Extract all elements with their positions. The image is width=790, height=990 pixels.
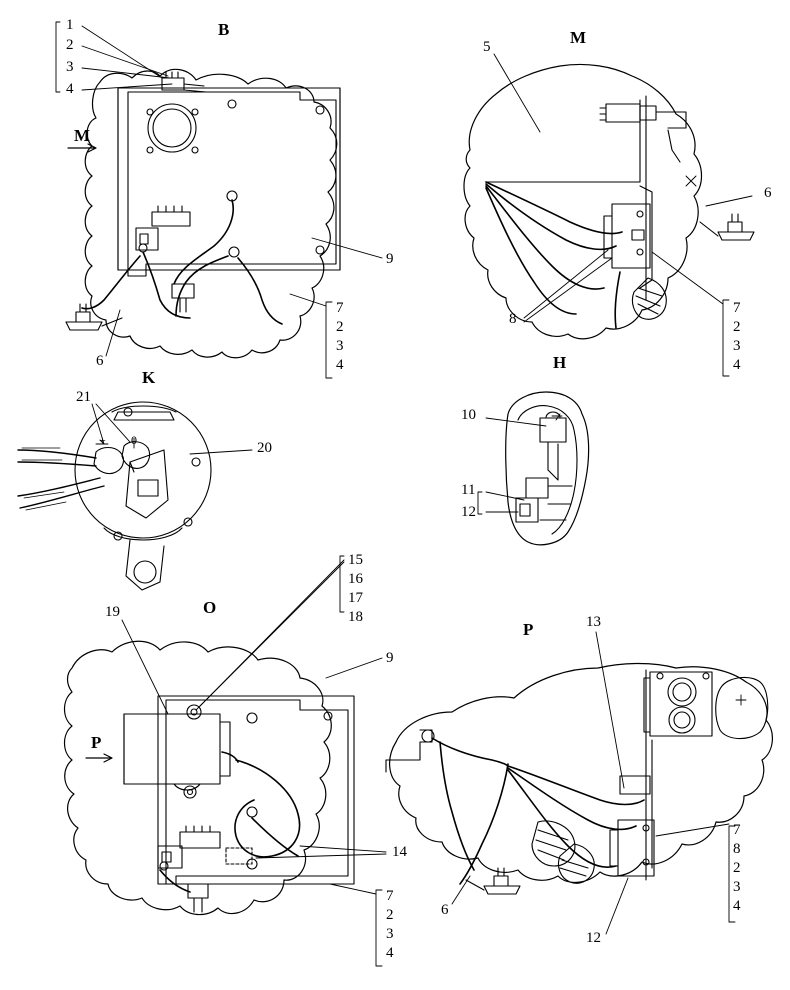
stack-item: 7 [336,300,344,316]
stack-item: 4 [733,357,741,373]
callout-11-view-h: 11 [461,482,476,498]
view-label-o: O [203,598,217,617]
callout-6-view-p: 6 [441,902,449,918]
stack-item: 3 [733,879,741,895]
stack-item: 2 [386,907,394,923]
callout-6-view-b: 6 [96,353,104,369]
callout-stack-view-p [733,821,741,916]
stack-item: 4 [336,357,344,373]
callout-13-view-p: 13 [586,614,601,630]
stack-item: 2 [733,319,741,335]
stack-item: 2 [336,319,344,335]
stack-item: 16 [348,571,363,587]
stack-item: 18 [348,609,363,625]
callout-4: 4 [66,81,74,97]
stack-item: 3 [733,338,741,354]
stack-item: 2 [733,860,741,876]
callout-12-view-p: 12 [586,930,601,946]
stack-item: 17 [348,590,363,606]
stack-item: 7 [733,300,741,316]
stack-item: 3 [386,926,394,942]
callout-10-view-h: 10 [461,407,476,423]
callout-14-view-o: 14 [392,844,407,860]
callout-20-view-k: 20 [257,440,272,456]
callout-5-view-m: 5 [483,39,491,55]
callout-8-view-m: 8 [509,311,517,327]
view-label-p: P [523,620,534,639]
callout-21-view-k: 21 [76,389,91,405]
callout-19-view-o: 19 [105,604,120,620]
stack-item: 4 [733,898,741,914]
view-arrow-label-p: P [91,733,102,752]
callout-6-view-m: 6 [764,185,772,201]
stack-item: 8 [733,841,741,857]
view-label-h: H [553,353,567,372]
callout-2: 2 [66,37,74,53]
view-label-k: K [142,368,156,387]
svg-text:+: + [99,433,106,447]
callout-1: 1 [66,17,74,33]
stack-item: 7 [386,888,394,904]
svg-text:0: 0 [131,433,137,447]
callout-12-view-h: 12 [461,504,476,520]
callout-9-view-o: 9 [386,650,394,666]
callout-stack-view-o-top [348,551,363,627]
view-label-b: B [218,20,230,39]
stack-item: 15 [348,552,363,568]
stack-item: 4 [386,945,394,961]
callout-stack-view-o-bottom [386,887,394,963]
callout-stack-view-m [733,299,741,375]
callout-stack-view-b [336,299,344,375]
callout-9-view-b: 9 [386,251,394,267]
stack-item: 7 [733,822,741,838]
view-label-m: M [570,28,587,47]
stack-item: 3 [336,338,344,354]
callout-3: 3 [66,59,74,75]
view-arrow-label-m: M [74,126,91,145]
